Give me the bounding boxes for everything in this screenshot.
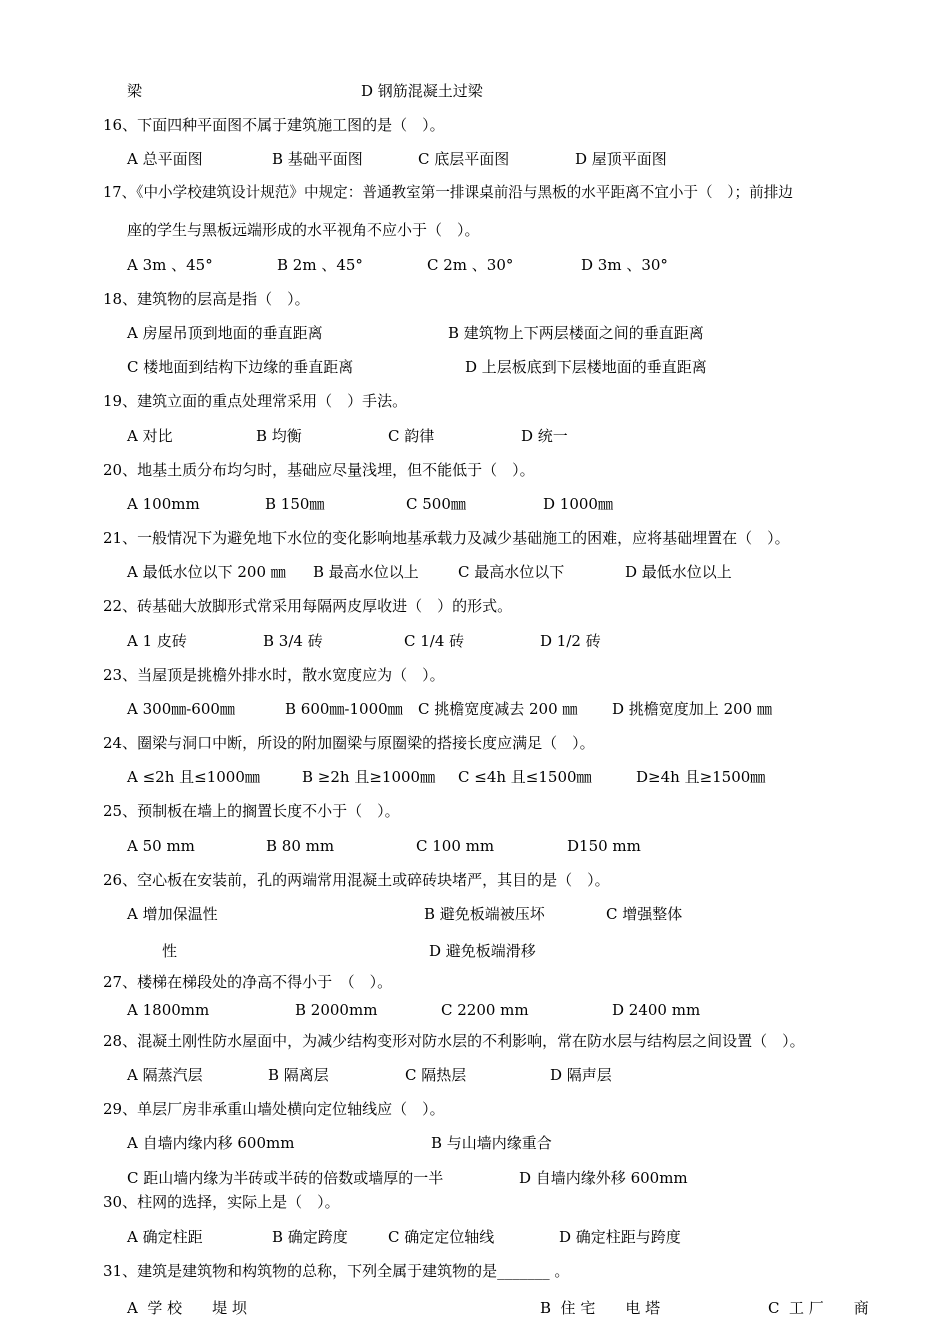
q23-option-d: D 挑檐宽度加上 200 ㎜ — [612, 700, 772, 718]
q21-option-a: A 最低水位以下 200 ㎜ — [127, 563, 286, 581]
q18-option-b: B 建筑物上下两层楼面之间的垂直距离 — [448, 324, 704, 342]
q17-option-a: A 3m 、45° — [127, 256, 213, 274]
q31-option-c: C 工 厂 商 — [768, 1299, 869, 1317]
q17-option-d: D 3m 、30° — [581, 256, 668, 274]
q29-option-d: D 自墙内缘外移 600mm — [519, 1169, 688, 1187]
question-25: 25、预制板在墙上的搁置长度不小于（ ）。 — [103, 802, 400, 820]
q21-option-d: D 最低水位以上 — [625, 563, 732, 581]
q29-option-b: B 与山墙内缘重合 — [431, 1134, 552, 1152]
q25-option-d: D150 mm — [567, 837, 641, 855]
q30-option-c: C 确定定位轴线 — [388, 1228, 495, 1246]
question-20: 20、地基土质分布均匀时，基础应尽量浅埋，但不能低于（ ）。 — [103, 461, 535, 479]
question-19: 19、建筑立面的重点处理常采用（ ）手法。 — [103, 392, 408, 410]
q16-option-d: D 屋顶平面图 — [575, 150, 667, 168]
q26-option-b: B 避免板端被压坏 — [424, 905, 545, 923]
carry-left-text: 梁 — [127, 82, 143, 100]
q19-option-a: A 对比 — [127, 427, 173, 445]
q23-option-a: A 300㎜-600㎜ — [127, 700, 235, 718]
q24-option-b: B ≥2h 且≥1000㎜ — [302, 768, 436, 786]
q25-option-a: A 50 mm — [127, 837, 195, 855]
q22-option-d: D 1/2 砖 — [540, 632, 601, 650]
q29-option-a: A 自墙内缘内移 600mm — [127, 1134, 295, 1152]
q19-option-b: B 均衡 — [256, 427, 302, 445]
q27-option-c: C 2200 mm — [441, 1001, 529, 1019]
carry-option-d: D 钢筋混凝土过梁 — [361, 82, 483, 100]
question-26: 26、空心板在安装前，孔的两端常用混凝土或碎砖块堵严，其目的是（ ）。 — [103, 871, 610, 889]
q23-option-b: B 600㎜-1000㎜ — [285, 700, 403, 718]
q21-option-c: C 最高水位以下 — [458, 563, 565, 581]
q24-option-c: C ≤4h 且≤1500㎜ — [458, 768, 592, 786]
q30-option-d: D 确定柱距与跨度 — [559, 1228, 681, 1246]
q28-option-b: B 隔离层 — [268, 1066, 329, 1084]
question-17-cont: 座的学生与黑板远端形成的水平视角不应小于（ ）。 — [127, 221, 480, 239]
q26-option-d: D 避免板端滑移 — [429, 942, 536, 960]
q25-option-b: B 80 mm — [266, 837, 335, 855]
q23-option-c: C 挑檐宽度减去 200 ㎜ — [418, 700, 578, 718]
question-28: 28、混凝土刚性防水屋面中，为减少结构变形对防水层的不利影响，常在防水层与结构层之间设置（ ）。 — [103, 1032, 805, 1050]
q29-option-c: C 距山墙内缘为半砖或半砖的倍数或墙厚的一半 — [127, 1169, 444, 1187]
q20-option-d: D 1000㎜ — [543, 495, 613, 513]
q25-option-c: C 100 mm — [416, 837, 495, 855]
q22-option-b: B 3/4 砖 — [263, 632, 323, 650]
q20-option-a: A 100mm — [127, 495, 200, 513]
question-21: 21、一般情况下为避免地下水位的变化影响地基承载力及减少基础施工的困难，应将基础埋置在（ ）。 — [103, 529, 790, 547]
q31-option-a: A 学 校 堤 坝 — [127, 1299, 247, 1317]
q27-option-a: A 1800mm — [127, 1001, 210, 1019]
q19-option-c: C 韵律 — [388, 427, 435, 445]
q30-option-b: B 确定跨度 — [272, 1228, 348, 1246]
q26-option-a: A 增加保温性 — [127, 905, 218, 923]
q22-option-c: C 1/4 砖 — [404, 632, 465, 650]
question-24: 24、圈梁与洞口中断，所设的附加圈梁与原圈梁的搭接长度应满足（ ）。 — [103, 734, 595, 752]
q19-option-d: D 统一 — [521, 427, 568, 445]
q28-option-a: A 隔蒸汽层 — [127, 1066, 203, 1084]
question-29: 29、单层厂房非承重山墙处横向定位轴线应（ ）。 — [103, 1100, 445, 1118]
q16-option-c: C 底层平面图 — [418, 150, 510, 168]
q30-option-a: A 确定柱距 — [127, 1228, 203, 1246]
question-18: 18、建筑物的层高是指（ ）。 — [103, 290, 310, 308]
q17-option-c: C 2m 、30° — [427, 256, 514, 274]
q16-option-a: A 总平面图 — [127, 150, 203, 168]
q18-option-a: A 房屋吊顶到地面的垂直距离 — [127, 324, 323, 342]
q16-option-b: B 基础平面图 — [272, 150, 363, 168]
question-23: 23、当屋顶是挑檐外排水时，散水宽度应为（ ）。 — [103, 666, 445, 684]
question-30: 30、柱网的选择，实际上是（ ）。 — [103, 1193, 340, 1211]
q27-option-b: B 2000mm — [295, 1001, 378, 1019]
q28-option-d: D 隔声层 — [550, 1066, 612, 1084]
question-31: 31、建筑是建筑物和构筑物的总称，下列全属于建筑物的是_______ 。 — [103, 1262, 570, 1280]
q22-option-a: A 1 皮砖 — [127, 632, 187, 650]
q24-option-d: D≥4h 且≥1500㎜ — [636, 768, 766, 786]
question-17: 17、《中小学校建筑设计规范》中规定：普通教室第一排课桌前沿与黑板的水平距离不宜小于（ ）；前排边 — [103, 184, 793, 201]
question-16: 16、下面四种平面图不属于建筑施工图的是（ ）。 — [103, 116, 445, 134]
q18-option-d: D 上层板底到下层楼地面的垂直距离 — [465, 358, 707, 376]
q31-option-b: B 住 宅 电 塔 — [540, 1299, 661, 1317]
q18-option-c: C 楼地面到结构下边缘的垂直距离 — [127, 358, 354, 376]
q24-option-a: A ≤2h 且≤1000㎜ — [127, 768, 260, 786]
q20-option-c: C 500㎜ — [406, 495, 466, 513]
q20-option-b: B 150㎜ — [265, 495, 325, 513]
q26-option-c: C 增强整体 — [606, 905, 683, 923]
q27-option-d: D 2400 mm — [612, 1001, 701, 1019]
question-22: 22、砖基础大放脚形式常采用每隔两皮厚收进（ ）的形式。 — [103, 597, 513, 615]
question-27: 27、楼梯在梯段处的净高不得小于 （ ）。 — [103, 973, 393, 991]
q17-option-b: B 2m 、45° — [277, 256, 363, 274]
q28-option-c: C 隔热层 — [405, 1066, 467, 1084]
q21-option-b: B 最高水位以上 — [313, 563, 419, 581]
q26-option-c-cont: 性 — [162, 942, 178, 960]
